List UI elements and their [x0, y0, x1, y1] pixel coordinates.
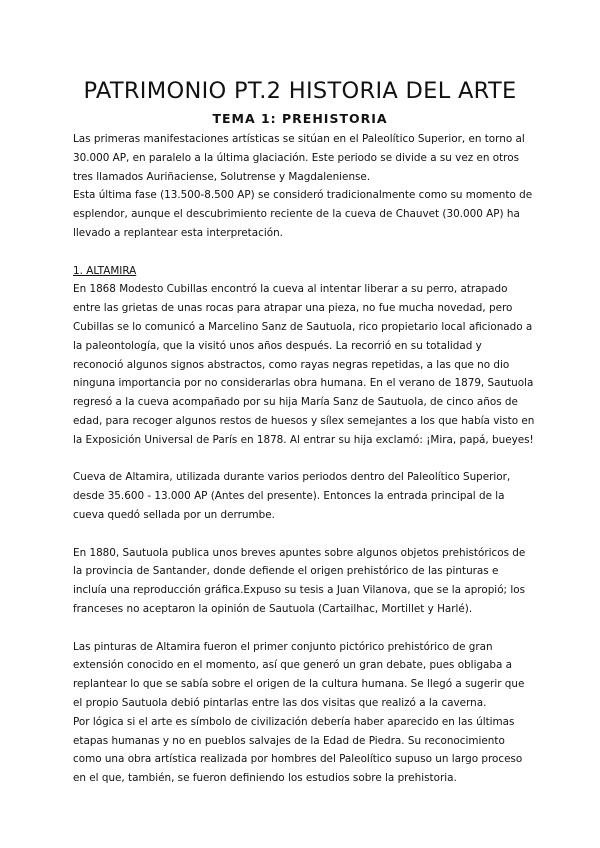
- subheading-altamira: 1. ALTAMIRA: [73, 264, 137, 277]
- altamira-paragraph-4: Las pinturas de Altamira fueron el primer conjunto pictórico prehistórico de gran extensión conocido en el momento, así que generó un gran debate, pues obligaba a replantear lo que se sabía sobre el origen de la cultura humana. Se llegó a sugerir que el propio Sautuola debió pintarlas entre las dos visitas que realizó a la caverna.: [73, 640, 525, 709]
- document-body: [73, 130, 535, 788]
- document-title: PATRIMONIO PT.2 HISTORIA DEL ARTE: [83, 78, 517, 104]
- altamira-paragraph-3: En 1880, Sautuola publica unos breves apuntes sobre algunos objetos prehistóricos de la provincia de Santander, donde defiende el origen prehistórico de las pinturas e incluía una reproducción gráfica.Expuso su tesis a Juan Vilanova, que se la apropió; los franceses no aceptaron la opinión de Sautuola (Cartailhac, Mortillet y Harlé).: [73, 546, 526, 615]
- intro-paragraph-1: Las primeras manifestaciones artísticas se sitúan en el Paleolítico Superior, en torno al 30.000 AP, en paralelo a la última glaciación. Este periodo se divide a su vez en otros tres llamados Auriñaciense, Solutrense y Magdaleniense.: [73, 133, 525, 183]
- altamira-paragraph-5: Por lógica si el arte es símbolo de civilización debería haber aparecido en las últimas etapas humanas y no en pueblos salvajes de la Edad de Piedra. Su reconocimiento como una obra artística realizada por hombres del Paleolítico supuso un largo proceso en el que, también, se fueron definiendo los estudios sobre la prehistoria.: [73, 715, 523, 785]
- intro-paragraph-2: Esta última fase (13.500-8.500 AP) se consideró tradicionalmente como su momento de esplendor, aunque el descubrimiento reciente de la cueva de Chauvet (30.000 AP) ha llevado a replantear esta interpretación.: [73, 189, 533, 239]
- section-title: TEMA 1: PREHISTORIA: [212, 111, 388, 126]
- altamira-paragraph-1: En 1868 Modesto Cubillas encontró la cueva al intentar liberar a su perro, atrapado entre las grietas de unas rocas para atrapar una pieza, no fue mucha novedad, pero Cubillas se lo comunicó a Marcelino Sanz de Sautuola, rico propietario local aficionado a la paleontología, que la visitó unos años después. La recorrió en su totalidad y reconoció algunos signos abstractos, como rayas negras repetidas, a las que no dio ninguna importancia por no considerarlas obra humana. En el verano de 1879, Sautuola regresó a la cueva acompañado por su hija María Sanz de Sautuola, de cinco años de edad, para recoger algunos restos de huesos y sílex semejantes a los que había visto en la Exposición Universal de París en 1878. Al entrar su hija exclamó: ¡Mira, papá, bueyes!: [73, 283, 535, 446]
- altamira-paragraph-2: Cueva de Altamira, utilizada durante varios periodos dentro del Paleolítico Superior, desde 35.600 - 13.000 AP (Antes del presente). Entonces la entrada principal de la cueva quedó sellada por un derrumbe.: [73, 471, 511, 521]
